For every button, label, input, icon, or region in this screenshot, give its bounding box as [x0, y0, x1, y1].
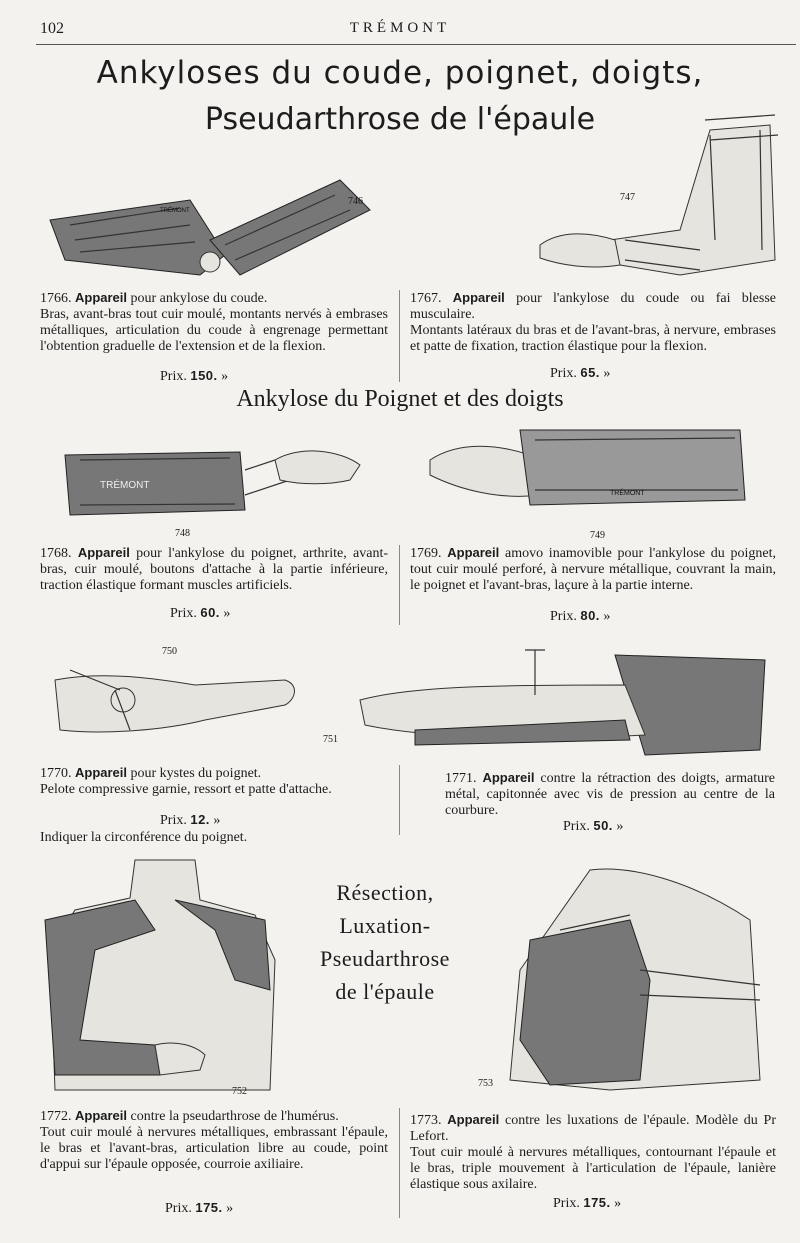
price-1769	[550, 608, 610, 625]
price-label: Prix.	[160, 813, 187, 828]
item-label: Appareil	[75, 290, 128, 305]
figure-number-749: 749	[590, 530, 605, 541]
column-divider	[399, 290, 400, 382]
price-1768	[170, 605, 230, 622]
price-label: Prix.	[170, 606, 197, 621]
figure-number-752: 752	[232, 1086, 247, 1097]
item-label: Appareil	[452, 290, 505, 305]
price-1767	[550, 365, 610, 382]
item-body: Montants latéraux du bras et de l'avant-bras, à nervure, embrases et patte de fixation, traction élastique pour la flexion.	[410, 323, 776, 354]
price-1772	[165, 1200, 233, 1217]
price-value: 60.	[200, 605, 220, 620]
item-1768	[40, 545, 388, 594]
item-body: Pelote compressive garnie, ressort et patte d'attache.	[40, 782, 332, 797]
item-number: 1767.	[410, 291, 442, 306]
section-heading-line: Pseudarthrose	[320, 946, 450, 971]
item-desc: pour l'ankylose du poignet, arthrite, avant-bras, cuir moulé, boutons d'attache à la partie inférieure, traction élastique formant muscles artificiels.	[40, 546, 389, 593]
figure-number-751: 751	[323, 734, 338, 745]
price-suffix: »	[226, 1201, 234, 1216]
price-value: 80.	[580, 608, 600, 623]
price-value: 175.	[195, 1200, 223, 1215]
item-number: 1771.	[445, 771, 477, 786]
figure-number-748: 748	[175, 528, 190, 539]
item-1766	[40, 290, 388, 355]
item-number: 1769.	[410, 546, 442, 561]
item-desc: pour kystes du poignet.	[130, 766, 262, 781]
section-heading-shoulder	[310, 876, 460, 1008]
figure-number-750: 750	[162, 646, 177, 657]
page-title-line2: Pseudarthrose de l'épaule	[204, 102, 596, 137]
figure-751-finger-splint	[355, 645, 775, 760]
price-1773	[553, 1195, 621, 1212]
item-label: Appareil	[447, 1112, 500, 1127]
brand-mark-749: TRÉMONT	[610, 490, 645, 497]
item-desc: amovo inamovible pour l'ankylose du poignet, tout cuir moulé perforé, à nervure métallique, couvrant la main, le poignet et l'avant-bras, laçure à la partie interne.	[410, 546, 777, 593]
price-1766	[160, 368, 228, 385]
item-body: Bras, avant-bras tout cuir moulé, montants nervés à embrases métalliques, articulation du coude à engrenage permettant l'obtention graduelle de l'extension et de la flexion.	[40, 307, 388, 354]
price-1771	[563, 818, 623, 835]
price-label: Prix.	[563, 819, 590, 834]
brand-mark-748: TRÉMONT	[100, 480, 150, 491]
price-value: 175.	[583, 1195, 611, 1210]
item-desc: contre la pseudarthrose de l'humérus.	[130, 1109, 339, 1124]
item-desc: pour l'ankylose du coude ou fai blesse musculaire.	[410, 291, 777, 322]
price-label: Prix.	[550, 366, 577, 381]
item-number: 1768.	[40, 546, 72, 561]
page-title-line1: Ankyloses du coude, poignet, doigts,	[96, 55, 704, 91]
item-1770	[40, 765, 388, 798]
section-heading-line: Luxation-	[339, 913, 431, 938]
price-1770	[160, 812, 220, 829]
item-number: 1766.	[40, 291, 72, 306]
figure-748-wrist-brace	[40, 440, 370, 530]
figure-number-747: 747	[620, 192, 635, 203]
item-label: Appareil	[75, 1108, 128, 1123]
item-1769	[410, 545, 776, 594]
section-heading-wrist: Ankylose du Poignet et des doigts	[236, 386, 564, 412]
price-suffix: »	[603, 366, 611, 381]
column-divider	[399, 1108, 400, 1218]
price-label: Prix.	[553, 1196, 580, 1211]
item-desc: pour ankylose du coude.	[130, 291, 268, 306]
price-suffix: »	[223, 606, 231, 621]
item-number: 1770.	[40, 766, 72, 781]
price-suffix: »	[614, 1196, 622, 1211]
price-suffix: »	[213, 813, 221, 828]
figure-747-arm-brace	[530, 100, 790, 280]
item-label: Appareil	[75, 765, 128, 780]
price-label: Prix.	[165, 1201, 192, 1216]
price-suffix: »	[603, 609, 611, 624]
figure-number-753: 753	[478, 1078, 493, 1089]
item-1772	[40, 1108, 388, 1173]
figure-750-wrist-pad	[45, 660, 315, 750]
running-title: TRÉMONT	[349, 20, 451, 36]
item-number: 1773.	[410, 1113, 442, 1128]
price-value: 65.	[580, 365, 600, 380]
column-divider	[399, 765, 400, 835]
figure-752-shoulder-brace	[35, 860, 285, 1100]
item-1773	[410, 1112, 776, 1193]
figure-number-746: 746	[348, 196, 363, 207]
header-rule	[36, 44, 796, 45]
item-1771	[445, 770, 775, 819]
figure-749-perforated-brace	[420, 420, 760, 530]
note-1770: Indiquer la circonférence du poignet.	[40, 830, 248, 845]
price-value: 50.	[593, 818, 613, 833]
price-suffix: »	[221, 369, 229, 384]
page-number: 102	[40, 20, 64, 37]
price-suffix: »	[616, 819, 624, 834]
item-label: Appareil	[447, 545, 500, 560]
figure-753-luxation-brace	[490, 860, 780, 1100]
price-label: Prix.	[550, 609, 577, 624]
price-label: Prix.	[160, 369, 187, 384]
item-number: 1772.	[40, 1109, 72, 1124]
item-1767	[410, 290, 776, 355]
item-desc: contre la rétraction des doigts, armature métal, capitonnée avec vis de pression au centre de la courbure.	[445, 771, 776, 818]
section-heading-line: de l'épaule	[335, 979, 435, 1004]
item-body: Tout cuir moulé à nervures métalliques, contournant l'épaule et le bras, triple mouvement à l'articulation de l'épaule, lanière élastique sous axilaire.	[410, 1145, 776, 1192]
item-label: Appareil	[482, 770, 535, 785]
item-body: Tout cuir moulé à nervures métalliques, embrassant l'épaule, le bras et l'avant-bras, articulation libre au coude, point d'appui sur l'épaule opposée, courroie axiliaire.	[40, 1125, 388, 1172]
section-heading-line: Résection,	[336, 880, 434, 905]
figure-746-elbow-brace	[40, 180, 380, 280]
brand-mark-746: TRÉMONT	[160, 208, 190, 214]
price-value: 12.	[190, 812, 210, 827]
price-value: 150.	[190, 368, 218, 383]
item-label: Appareil	[77, 545, 130, 560]
item-desc: contre les luxations de l'épaule. Modèle du Pr Lefort.	[410, 1113, 776, 1144]
column-divider	[399, 545, 400, 625]
